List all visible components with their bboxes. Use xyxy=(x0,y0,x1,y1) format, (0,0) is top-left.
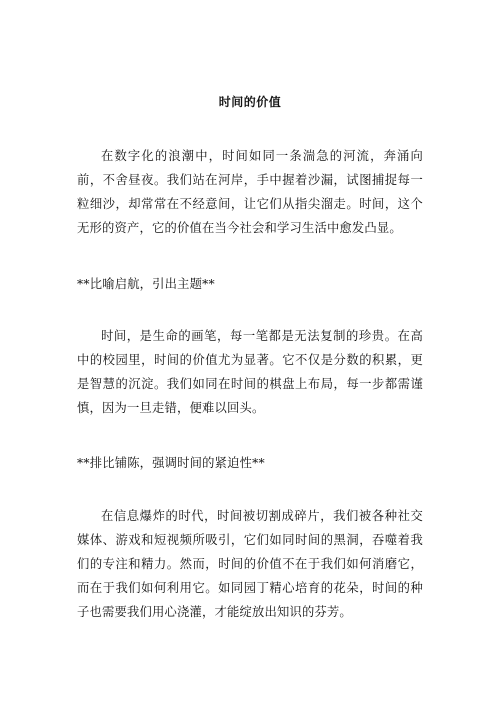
section-heading-urgency: **排比铺陈，强调时间的紧迫性** xyxy=(77,456,265,470)
section-heading-metaphor: **比喻启航，引出主题** xyxy=(77,277,215,291)
paragraph-intro: 在数字化的浪潮中，时间如同一条湍急的河流，奔涌向前，不舍昼夜。我们站在河岸，手中握着沙漏，试图捕捉每一粒细沙，却常常在不经意间，让它们从指尖溜走。时间，这个无形的资产，它的价值在当今社会和学习生活中愈发凸显。 xyxy=(77,149,423,235)
document-title: 时间的价值 xyxy=(218,95,282,109)
paragraph-urgency: 在信息爆炸的时代，时间被切割成碎片，我们被各种社交媒体、游戏和短视频所吸引，它们如同时间的黑洞，吞噬着我们的专注和精力。然而，时间的价值不在于我们如何消磨它，而在于我们如何利用它。如同园丁精心培育的花朵，时间的种子也需要我们用心浇灌，才能绽放出知识的芬芳。 xyxy=(77,509,423,619)
paragraph-metaphor: 时间，是生命的画笔，每一笔都是无法复制的珍贵。在高中的校园里，时间的价值尤为显著。它不仅是分数的积累，更是智慧的沉淀。我们如同在时间的棋盘上布局，每一步都需谨慎，因为一旦走错，便难以回头。 xyxy=(77,329,423,415)
